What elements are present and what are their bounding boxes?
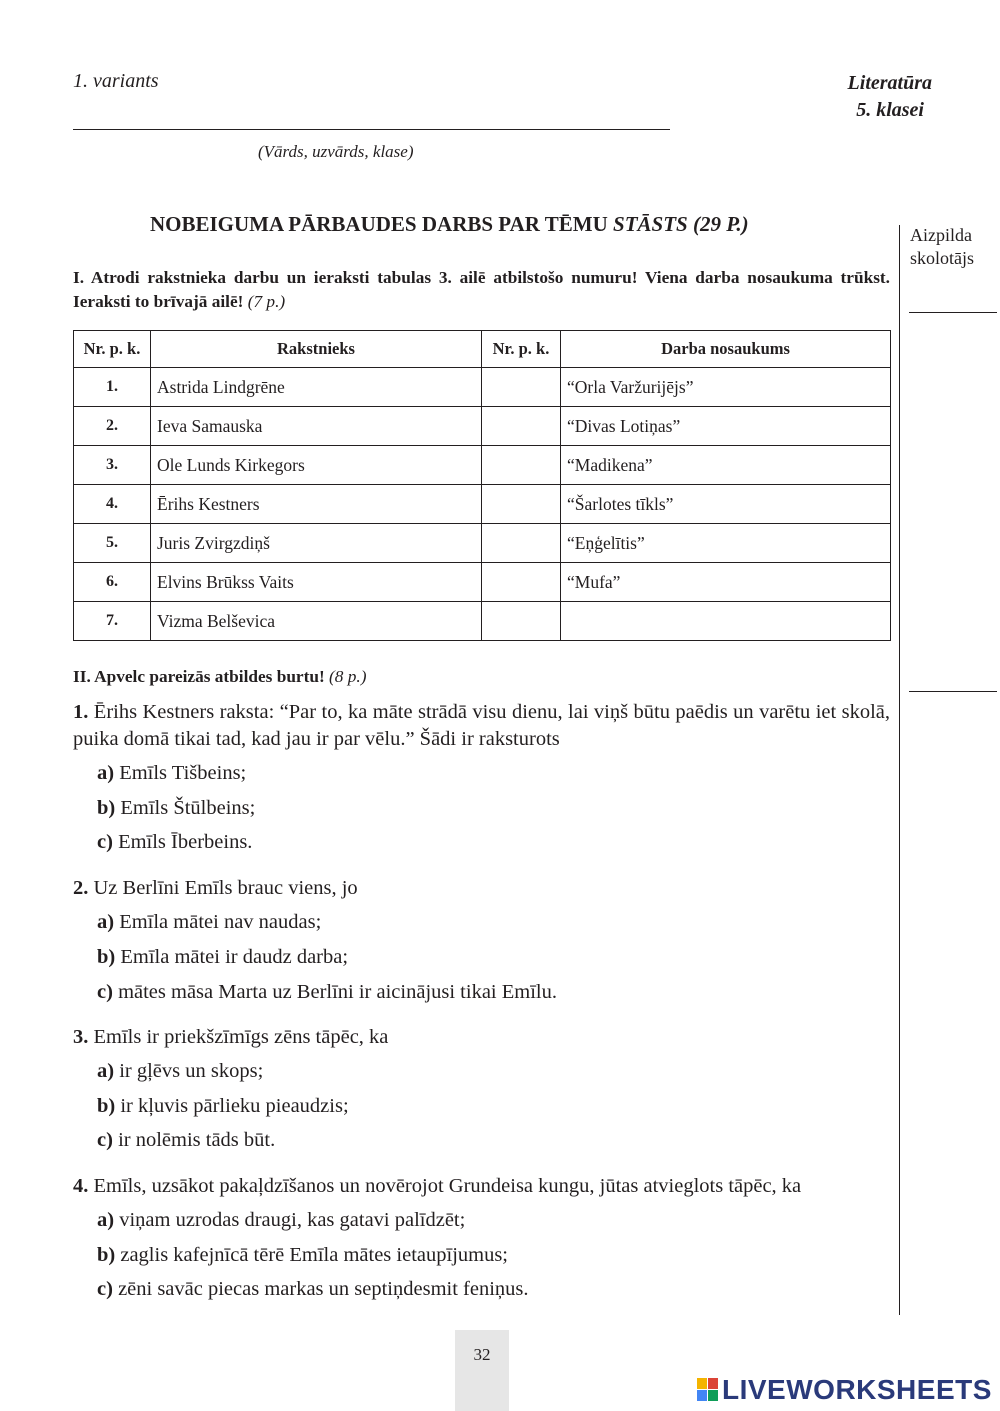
row-author: Astrida Lindgrēne: [151, 368, 482, 407]
option-letter: a): [97, 1209, 115, 1231]
option-letter: c): [97, 981, 113, 1003]
option-text: ir gļēvs un skops;: [119, 1060, 264, 1082]
answer-option[interactable]: [97, 1207, 465, 1234]
row-num: 3.: [74, 446, 151, 485]
answer-option[interactable]: [97, 760, 246, 787]
row-num: 1.: [74, 368, 151, 407]
answer-option[interactable]: [97, 909, 321, 936]
row-answer-input[interactable]: [482, 602, 561, 641]
task1-text: I. Atrodi rakstnieka darbu un ieraksti tabulas 3. ailē atbilstošo numuru! Viena darba nosaukuma trūkst. Ieraksti to brīvajā ailē!: [73, 268, 890, 311]
table-row: [74, 446, 891, 485]
question-text: Uz Berlīni Emīls brauc viens, jo: [93, 877, 358, 899]
teacher-column-label: [910, 224, 990, 270]
table-row: [74, 602, 891, 641]
option-text: Emīls Tišbeins;: [119, 762, 247, 784]
subject-heading: [848, 70, 932, 124]
teacher-label-line2: skolotājs: [910, 248, 975, 268]
option-letter: b): [97, 946, 116, 968]
row-answer-input[interactable]: [482, 563, 561, 602]
row-answer-input[interactable]: [482, 368, 561, 407]
row-author: Ieva Samauska: [151, 407, 482, 446]
question-number: 4.: [73, 1175, 89, 1197]
option-text: Emīla mātei nav naudas;: [119, 911, 322, 933]
option-letter: b): [97, 1244, 116, 1266]
table-row: [74, 368, 891, 407]
page-title: [150, 212, 749, 237]
answer-option[interactable]: [97, 1276, 529, 1303]
row-answer-input[interactable]: [482, 407, 561, 446]
option-text: zēni savāc piecas markas un septiņdesmit feniņus.: [118, 1278, 529, 1300]
row-author: Ole Lunds Kirkegors: [151, 446, 482, 485]
teacher-label-line1: Aizpilda: [910, 225, 972, 245]
grade-label: 5. klasei: [856, 99, 924, 121]
row-num: 6.: [74, 563, 151, 602]
col-header-author: Rakstnieks: [151, 331, 482, 368]
table-row: [74, 563, 891, 602]
task2-text: II. Apvelc pareizās atbildes burtu!: [73, 667, 325, 686]
liveworksheets-icon: [697, 1378, 719, 1402]
question-number: 3.: [73, 1026, 89, 1048]
row-author: Ērihs Kestners: [151, 485, 482, 524]
margin-divider: [899, 225, 900, 1315]
row-work-input[interactable]: [561, 602, 891, 641]
answer-option[interactable]: [97, 979, 557, 1006]
option-letter: a): [97, 911, 115, 933]
answer-option[interactable]: [97, 1093, 349, 1120]
option-text: Emīla mātei ir daudz darba;: [120, 946, 349, 968]
row-work: “Šarlotes tīkls”: [561, 485, 891, 524]
works-table: [73, 330, 891, 641]
option-letter: c): [97, 831, 113, 853]
answer-option[interactable]: [97, 1058, 263, 1085]
title-main: NOBEIGUMA PĀRBAUDES DARBS PAR TĒMU: [150, 212, 614, 236]
brand-name: LIVEWORKSHEETS: [722, 1374, 992, 1405]
col-header-work: Darba nosaukums: [561, 331, 891, 368]
question-text: Emīls, uzsākot pakaļdzīšanos un novērojot Grundeisa kungu, jūtas atvieglots tāpēc, ka: [93, 1175, 802, 1197]
question-number: 1.: [73, 701, 89, 723]
option-letter: b): [97, 1095, 116, 1117]
question-2: [73, 875, 890, 902]
option-text: zaglis kafejnīcā tērē Emīla mātes ietaupījumus;: [120, 1244, 509, 1266]
answer-option[interactable]: [97, 829, 252, 856]
title-topic: STĀSTS (29 P.): [613, 212, 749, 236]
row-work: “Divas Lotiņas”: [561, 407, 891, 446]
table-row: [74, 524, 891, 563]
task2-instruction: [73, 667, 366, 687]
option-letter: c): [97, 1278, 113, 1300]
answer-option[interactable]: [97, 1127, 275, 1154]
option-text: mātes māsa Marta uz Berlīni ir aicinājusi tikai Emīlu.: [118, 981, 557, 1003]
question-text: Emīls ir priekšzīmīgs zēns tāpēc, ka: [93, 1026, 389, 1048]
option-text: ir nolēmis tāds būt.: [118, 1129, 276, 1151]
variant-label: 1. variants: [73, 70, 159, 92]
option-text: Emīls Štūlbeins;: [120, 797, 256, 819]
option-letter: a): [97, 1060, 115, 1082]
score-line-task2[interactable]: [909, 691, 997, 692]
page-number: 32: [455, 1330, 509, 1411]
row-work: “Eņģelītis”: [561, 524, 891, 563]
task1-instruction: [73, 266, 890, 314]
row-answer-input[interactable]: [482, 446, 561, 485]
name-input-line[interactable]: [73, 129, 670, 130]
brand-logo: [697, 1372, 992, 1408]
answer-option[interactable]: [97, 944, 348, 971]
row-num: 7.: [74, 602, 151, 641]
task1-points: (7 p.): [247, 292, 286, 311]
table-header-row: [74, 331, 891, 368]
name-caption: (Vārds, uzvārds, klase): [258, 142, 414, 161]
table-row: [74, 485, 891, 524]
row-work: “Madikena”: [561, 446, 891, 485]
col-header-answer: Nr. p. k.: [482, 331, 561, 368]
question-text: Ērihs Kestners raksta: “Par to, ka māte strādā visu dienu, lai viņš būtu paēdis un varētu iet skolā, puika domā tikai tad, kad jau ir par vēlu.” Šādi ir raksturots: [73, 701, 890, 750]
option-letter: c): [97, 1129, 113, 1151]
row-author: Juris Zvirgzdiņš: [151, 524, 482, 563]
row-work: “Orla Varžurijējs”: [561, 368, 891, 407]
question-number: 2.: [73, 877, 89, 899]
subject-label: Literatūra: [847, 72, 932, 94]
option-letter: b): [97, 797, 116, 819]
question-1: [73, 699, 890, 753]
answer-option[interactable]: [97, 1242, 508, 1269]
question-3: [73, 1024, 890, 1051]
row-num: 2.: [74, 407, 151, 446]
row-answer-input[interactable]: [482, 524, 561, 563]
row-num: 5.: [74, 524, 151, 563]
question-4: [73, 1173, 890, 1200]
option-text: Emīls Īberbeins.: [118, 831, 253, 853]
row-author: Vizma Belševica: [151, 602, 482, 641]
answer-option[interactable]: [97, 795, 255, 822]
task2-points: (8 p.): [329, 667, 367, 686]
col-header-num: Nr. p. k.: [74, 331, 151, 368]
row-work: “Mufa”: [561, 563, 891, 602]
table-row: [74, 407, 891, 446]
score-line-task1[interactable]: [909, 312, 997, 313]
row-author: Elvins Brūkss Vaits: [151, 563, 482, 602]
row-num: 4.: [74, 485, 151, 524]
option-text: viņam uzrodas draugi, kas gatavi palīdzēt;: [119, 1209, 466, 1231]
option-letter: a): [97, 762, 115, 784]
row-answer-input[interactable]: [482, 485, 561, 524]
option-text: ir kļuvis pārlieku pieaudzis;: [120, 1095, 349, 1117]
